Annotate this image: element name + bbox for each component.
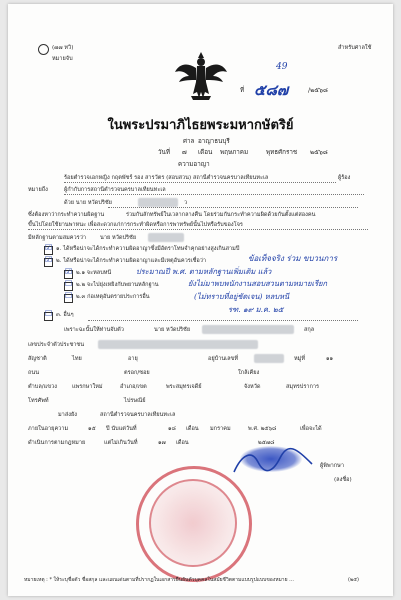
redacted-name-3 [202, 325, 294, 334]
moo-label: หมู่ที่ [294, 356, 306, 362]
within-label: ภายในอายุความ [28, 426, 69, 432]
court-copy-label: สำหรับศาลใช้ [338, 45, 372, 51]
handwritten-note-5: รฑ. ๑๙ ม.ค. ๒๕ [228, 305, 284, 314]
handwritten-note-2: ประมาณปี พ.ศ. ตามหลักฐานเพิ่มเติม แล้ว [136, 267, 272, 276]
redacted-surname-2 [148, 233, 184, 242]
therefore-name: นาย หวัดปริชัย [154, 327, 191, 333]
law-label: ดำเนินการตามกฎหมาย [28, 440, 86, 446]
addressee-label: หมายถึง [28, 187, 48, 193]
item-2-text: ๒. ได้หรือน่าจะได้กระทำความผิดอาญาและมีเหตุอันควรเชื่อว่า [56, 258, 207, 264]
law-until-month-label: เดือน [176, 440, 189, 446]
year-label: พุทธศักราช [266, 149, 298, 156]
item-2-1-checkbox[interactable]: ☑ [64, 270, 73, 279]
postcode-label: ไปรษณีย์ [124, 398, 146, 404]
suspect-intro: ด้วย นาย หวัดปริชัย [64, 200, 112, 206]
from-month-label: เดือน [186, 426, 199, 432]
subdistrict-label: ตำบล/แขวง [28, 384, 57, 390]
from-day: ๑๘ [168, 426, 176, 432]
deliver-prefix: มาส่งยัง [58, 412, 77, 418]
handwritten-top-number: 49 [276, 62, 288, 72]
handwritten-note-1: ข้อเท็จจริง ร่วม ขบวนการ [248, 254, 338, 263]
therefore-suffix: สกุล [304, 327, 315, 333]
warrant-number-handwritten: ๕๘๗ [254, 81, 289, 99]
therefore-text: เพราะฉะนั้นให้ท่านจับตัว [64, 327, 124, 333]
redacted-house-number [254, 354, 284, 363]
period-years-label: ปี นับแต่วันที่ [106, 426, 137, 432]
grounds-name: นาย หวัดปริชัย [100, 235, 137, 241]
form-code: (๗๗ ทวิ) [52, 45, 74, 51]
item-2-2-text: ๒.๒ จะไปยุ่งเหยิงกับพยานหลักฐาน [76, 282, 159, 288]
month-label: เดือน [198, 149, 213, 156]
item-2-1-text: ๒.๑ จะหลบหนี [76, 270, 112, 276]
grounds-label: มีหลักฐานตามสมควรว่า [28, 235, 86, 241]
redacted-surname [138, 198, 178, 207]
warrant-number-label: ที่ [240, 87, 245, 94]
court-label: ศาล [183, 138, 195, 145]
charge-label: ซึ่งต้องหาว่ากระทำความผิดฐาน [28, 212, 105, 218]
province-label: จังหวัด [244, 384, 261, 390]
age-label: อายุ [128, 356, 138, 362]
requester-role: ผู้ร้อง [338, 175, 351, 181]
phone-label: โทรศัพท์ [28, 398, 49, 404]
judge-signature-icon [228, 444, 318, 480]
from-month: มกราคม [210, 426, 231, 432]
law-until-year: ๒๕๗๘ [258, 440, 275, 446]
province-value: สมุทรปราการ [286, 384, 320, 390]
deliver-place: สถานีตำรวจนครบาลเทียนทะเล [100, 412, 176, 418]
court-seal-stamp [136, 466, 252, 582]
date-month: พฤษภาคม [220, 149, 249, 156]
period-years: ๑๕ [88, 426, 96, 432]
requester-name: ร้อยตำรวจเอกหญิง กฤตพัชร์ รอง สารวัตร (สอบสวน) สถานีตำรวจนครบาลเทียนทะเล [64, 175, 269, 181]
date-label: วันที่ [158, 149, 170, 156]
date-year: ๒๕๖๘ [310, 149, 328, 156]
suspect-intro-suffix: ว [184, 200, 188, 206]
purpose-text: เพื่อจะได้ [300, 426, 322, 432]
nationality-value: ไทย [72, 356, 82, 362]
soi-label: ตรอก/ซอย [124, 370, 150, 376]
item-3-checkbox[interactable]: ☐ [44, 312, 53, 321]
warrant-document [8, 4, 393, 596]
garuda-emblem-icon [173, 48, 229, 104]
moo-value: ๑๑ [326, 356, 334, 362]
item-3-text: ๓. อื่นๆ [56, 312, 74, 318]
item-2-checkbox[interactable]: ☑ [44, 258, 53, 267]
district-value: พระสมุทรเจดีย์ [166, 384, 202, 390]
item-1-checkbox[interactable]: ☑ [44, 246, 53, 255]
date-day: ๗ [182, 149, 187, 156]
case-type-label: ความอาญา [178, 161, 210, 168]
redacted-id-number [98, 340, 258, 349]
handwritten-note-3: ยังไม่มาพบพนักงานสอบสวนตามหมายเรียก [188, 279, 328, 288]
nationality-label: สัญชาติ [28, 356, 47, 362]
court-name: อาญาธนบุรี [198, 138, 230, 145]
handwritten-note-4: (ไม่ทราบที่อยู่ชัดเจน) หลบหนี [194, 292, 290, 301]
subdistrict-value: แพรกษาใหม่ [72, 384, 103, 390]
addressee-value: ผู้กำกับการสถานีตำรวจนครบาลเทียนทะเล [64, 187, 166, 193]
item-1-text: ๑. ได้หรือน่าจะได้กระทำความผิดอาญาซึ่งมีอัตราโทษจำคุกอย่างสูงเกินสามปี [56, 246, 240, 252]
item-2-3-checkbox[interactable]: ☐ [64, 294, 73, 303]
document-title: ในพระปรมาภิไธยพระมหากษัตริย์ [107, 118, 294, 133]
warrant-year: /๒๕๖๘ [308, 87, 328, 94]
address-label: อยู่บ้านเลขที่ [208, 356, 239, 362]
judge-label: ผู้พิพากษา [320, 463, 345, 469]
charge-text: ร่วมกันลักทรัพย์ในเวลากลางคืน โดยร่วมกันกระทำความผิดด้วยกันตั้งแต่สองคน [126, 212, 316, 218]
nearby-label: ใกล้เคียง [238, 370, 260, 376]
road-label: ถนน [28, 370, 40, 376]
item-2-3-text: ๒.๓ ก่อเหตุอันตรายประการอื่น [76, 294, 150, 300]
id-card-label: เลขประจำตัวประชาชน [28, 342, 85, 348]
footnote: หมายเหตุ : * ให้ระบุชื่อตัว ชื่อสกุล และแผนเด่นตามที่ปรากฏในเอกสารยืนยันตัวบุคคลในสมัยชีวิตตามแบบรูปแบบของหมาย ... [24, 577, 294, 583]
law-until-label: แต่ไม่เกินวันที่ [104, 440, 138, 446]
from-year: พ.ศ. ๒๕๖๘ [248, 426, 277, 432]
document-caption: หมายจับ [52, 56, 73, 62]
district-label: อำเภอ/เขต [120, 384, 147, 390]
judge-seal-label: (ลงชื่อ) [334, 477, 352, 483]
law-until-day: ๑๗ [158, 440, 166, 446]
footnote-right: (๒๕) [348, 577, 359, 583]
item-2-2-checkbox[interactable]: ☐ [64, 282, 73, 291]
hole-punch-mark [38, 44, 49, 55]
charge-text-cont: ขึ้นไปโดยใช้ยานพาหนะ เพื่อสะดวกแก่การกระทำผิดหรือการพาทรัพย์นั้นไปหรือรับของโจร [28, 222, 243, 228]
